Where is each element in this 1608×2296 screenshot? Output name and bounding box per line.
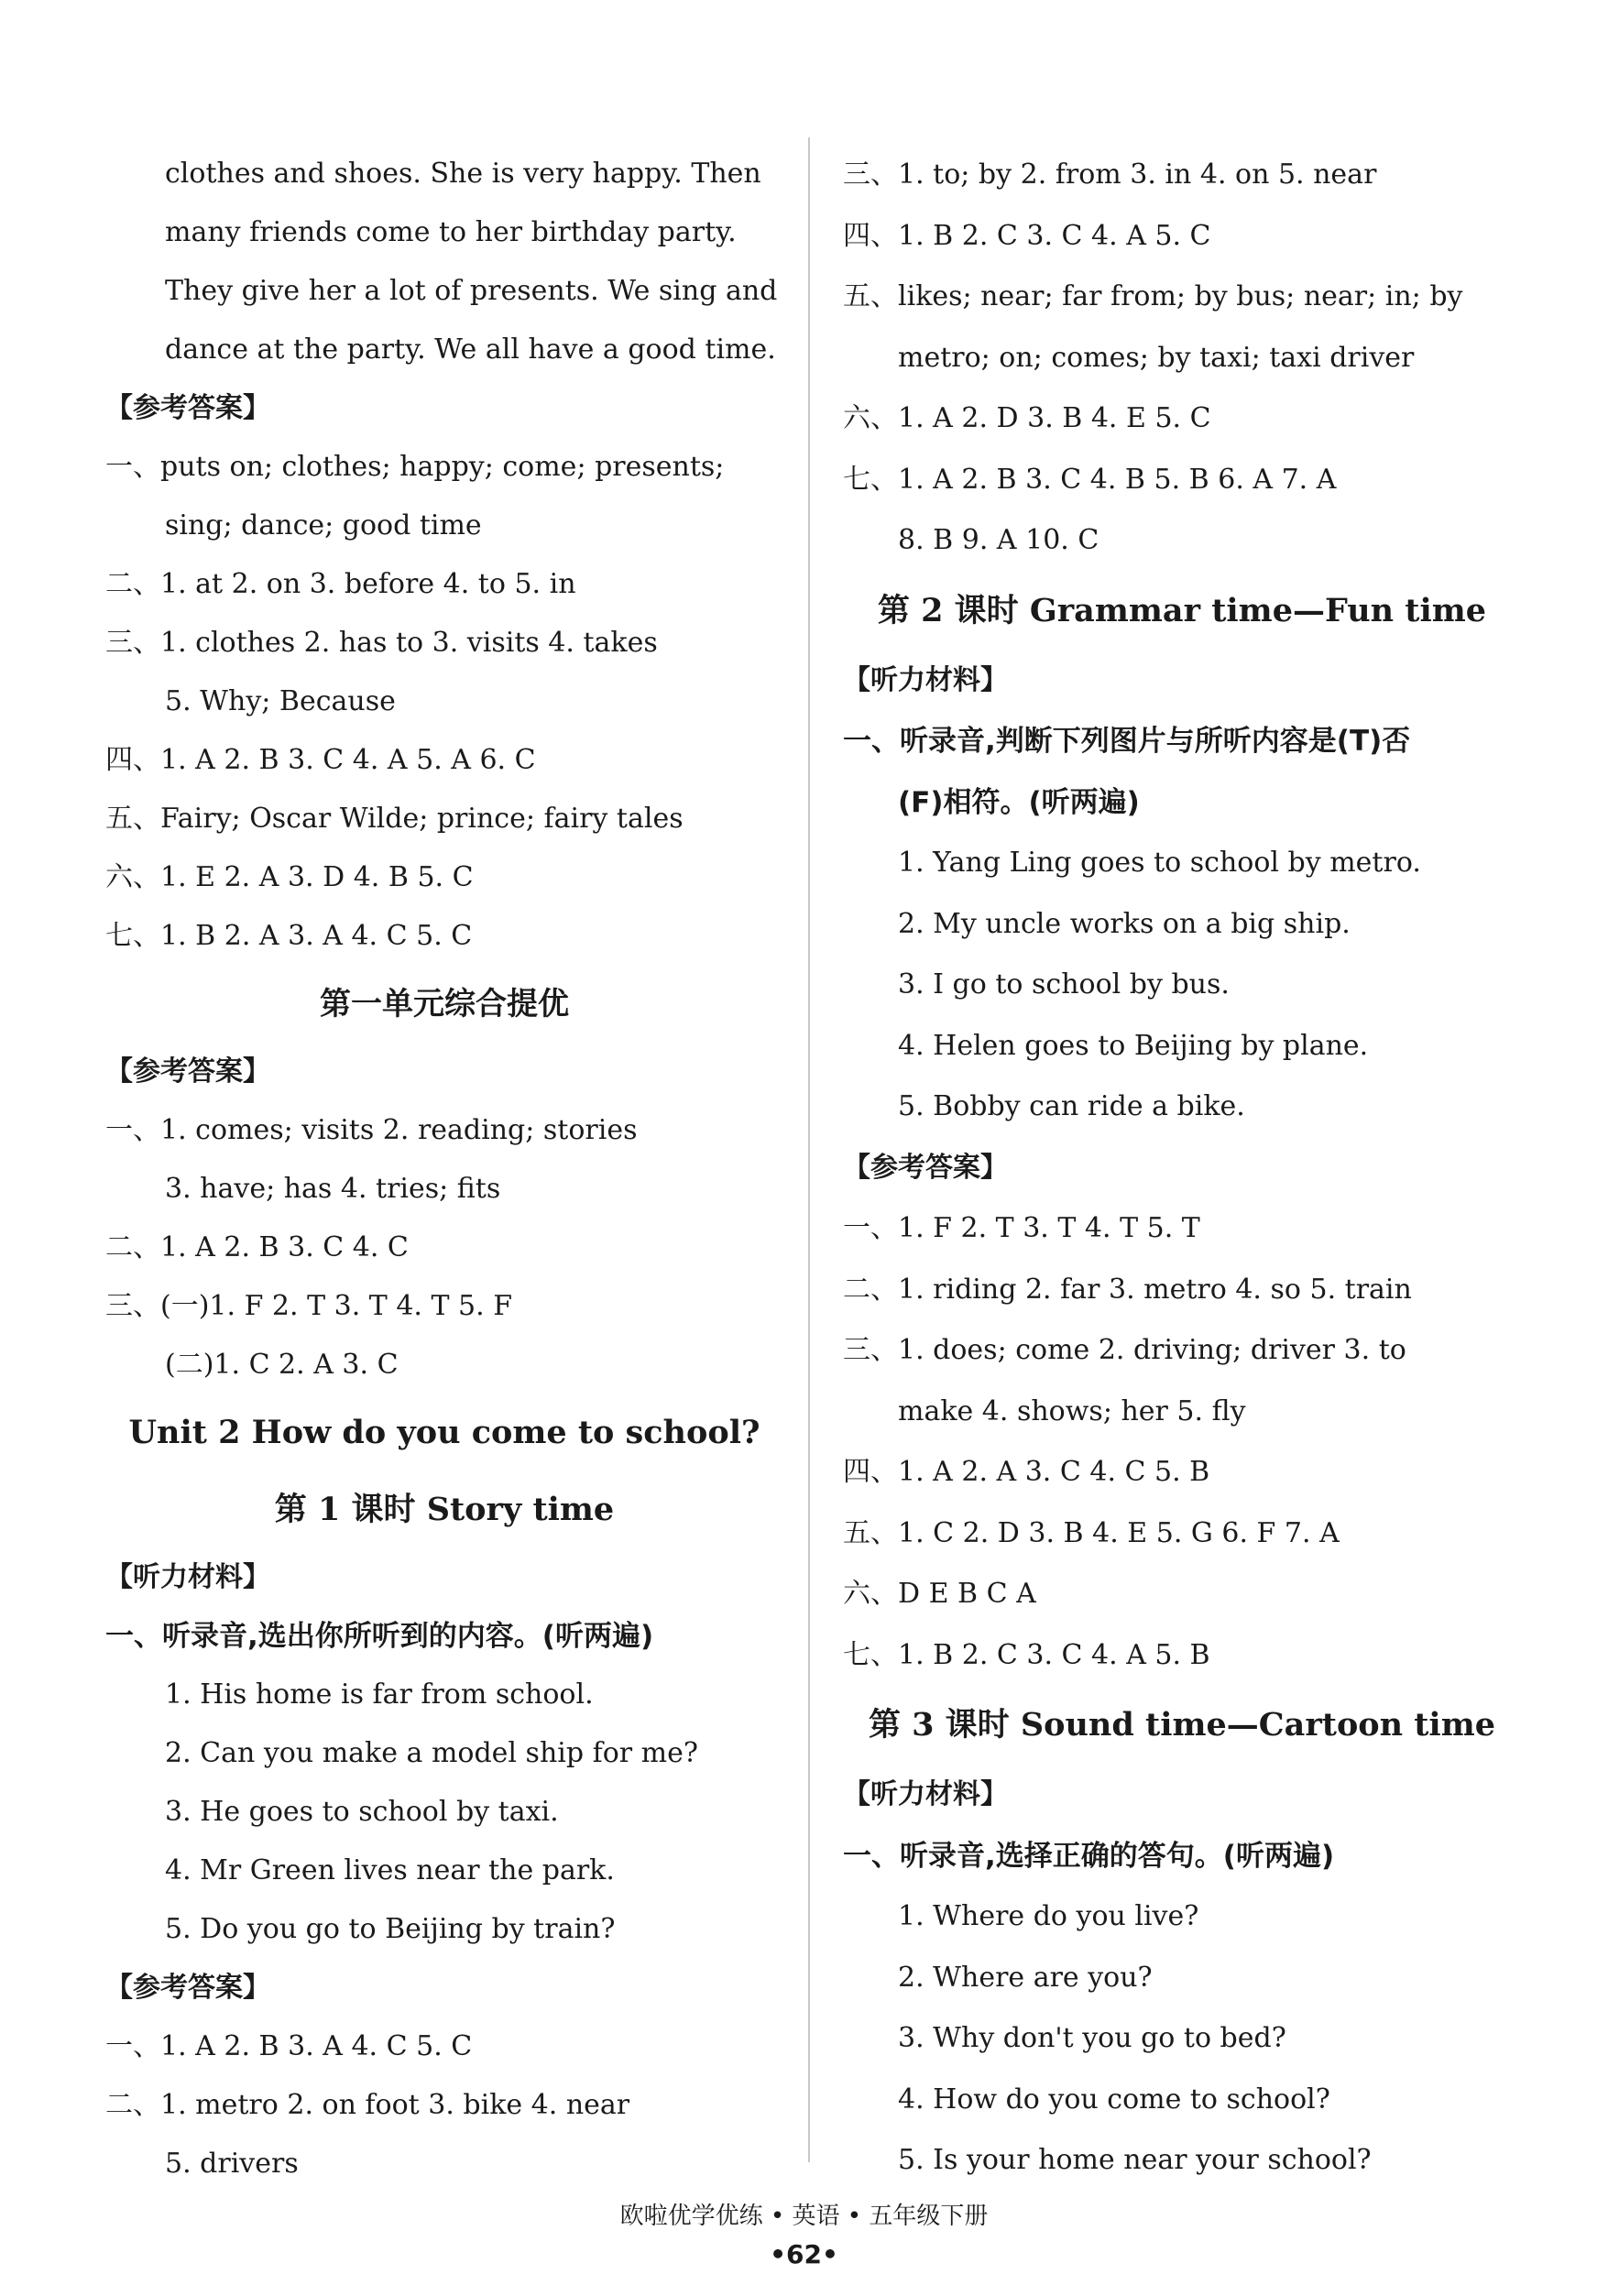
answer-line: 1. Yang Ling goes to school by metro. <box>898 847 1421 879</box>
section-label: 【听力材料】 <box>843 1778 1008 1810</box>
answer-line: 二、1. riding 2. far 3. metro 4. so 5. train <box>843 1273 1412 1306</box>
answer-line: 七、1. B 2. C 3. C 4. A 5. B <box>843 1638 1210 1671</box>
section-heading: Unit 2 How do you come to school? <box>128 1414 760 1451</box>
task-instruction: 一、听录音,判断下列图片与所听内容是(T)否 <box>843 725 1411 758</box>
answer-line: 5. Do you go to Beijing by train? <box>165 1913 616 1945</box>
left-column <box>105 145 783 2193</box>
answer-line: 5. Bobby can ride a bike. <box>898 1090 1245 1122</box>
answer-line: 3. I go to school by bus. <box>898 968 1230 1000</box>
task-instruction: (F)相符。(听两遍) <box>898 785 1140 819</box>
answer-line: 5. Is your home near your school? <box>898 2144 1372 2176</box>
answer-line: 3. He goes to school by taxi. <box>165 1796 559 1828</box>
answer-line: 4. Helen goes to Beijing by plane. <box>898 1029 1369 1062</box>
footer-book-title: 欧啦优学优练 • 英语 • 五年级下册 <box>619 2203 989 2230</box>
section-heading: 第一单元综合提优 <box>320 986 569 1022</box>
answer-line: 七、1. A 2. B 3. C 4. B 5. B 6. A 7. A <box>843 463 1337 496</box>
answer-line: They give her a lot of presents. We sing and <box>165 275 778 307</box>
answer-line: 六、1. E 2. A 3. D 4. B 5. C <box>105 861 474 893</box>
column-divider <box>808 137 810 2162</box>
answer-line: 二、1. metro 2. on foot 3. bike 4. near <box>105 2089 630 2121</box>
answer-line: 六、D E B C A <box>843 1578 1036 1610</box>
answer-line: 三、1. clothes 2. has to 3. visits 4. takes <box>105 627 658 659</box>
answer-line: 七、1. B 2. A 3. A 4. C 5. C <box>105 920 473 952</box>
answer-line: 四、1. A 2. B 3. C 4. A 5. A 6. C <box>105 744 536 776</box>
answer-line: 一、1. F 2. T 3. T 4. T 5. T <box>843 1212 1200 1244</box>
answer-line: 三、1. to; by 2. from 3. in 4. on 5. near <box>843 159 1377 191</box>
answer-line: 4. How do you come to school? <box>898 2083 1330 2116</box>
answer-line: 8. B 9. A 10. C <box>898 524 1099 556</box>
task-instruction: 一、听录音,选出你所听到的内容。(听两遍) <box>105 1620 654 1653</box>
answer-line: metro; on; comes; by taxi; taxi driver <box>898 341 1415 374</box>
answer-line: make 4. shows; her 5. fly <box>898 1394 1246 1427</box>
section-label: 【听力材料】 <box>105 1561 270 1593</box>
section-label: 【参考答案】 <box>105 392 270 424</box>
answer-line: 六、1. A 2. D 3. B 4. E 5. C <box>843 402 1211 434</box>
answer-line: 一、puts on; clothes; happy; come; presents; <box>105 451 725 483</box>
answer-line: 四、1. B 2. C 3. C 4. A 5. C <box>843 219 1211 252</box>
page-number: •62• <box>770 2239 838 2269</box>
section-label: 【参考答案】 <box>843 1151 1008 1184</box>
answer-line: 五、likes; near; far from; by bus; near; in; by <box>843 280 1463 312</box>
answer-line: 3. have; has 4. tries; fits <box>165 1173 501 1205</box>
answer-line: 五、1. C 2. D 3. B 4. E 5. G 6. F 7. A <box>843 1516 1340 1549</box>
answer-line: (二)1. C 2. A 3. C <box>165 1349 399 1381</box>
answer-line: 1. His home is far from school. <box>165 1678 594 1711</box>
answer-line: 四、1. A 2. A 3. C 4. C 5. B <box>843 1456 1210 1488</box>
answer-line: 一、1. A 2. B 3. A 4. C 5. C <box>105 2030 473 2062</box>
task-instruction: 一、听录音,选择正确的答句。(听两遍) <box>843 1839 1335 1873</box>
answer-line: 三、1. does; come 2. driving; driver 3. to <box>843 1334 1406 1366</box>
answer-line: many friends come to her birthday party. <box>165 216 737 248</box>
answer-line: 三、(一)1. F 2. T 3. T 4. T 5. F <box>105 1290 513 1322</box>
section-label: 【听力材料】 <box>843 663 1008 696</box>
answer-line: 2. Where are you? <box>898 1961 1153 1994</box>
answer-line: 4. Mr Green lives near the park. <box>165 1854 615 1886</box>
section-label: 【参考答案】 <box>105 1055 270 1088</box>
answer-line: 2. My uncle works on a big ship. <box>898 907 1351 940</box>
answer-line: sing; dance; good time <box>165 509 482 541</box>
answer-line: 5. Why; Because <box>165 685 396 717</box>
answer-line: dance at the party. We all have a good time. <box>165 333 776 366</box>
answer-line: clothes and shoes. She is very happy. Then <box>165 158 761 190</box>
answer-line: 五、Fairy; Oscar Wilde; prince; fairy tales <box>105 803 684 835</box>
section-heading: 第 1 课时 Story time <box>274 1491 615 1528</box>
answer-line: 二、1. A 2. B 3. C 4. C <box>105 1231 409 1263</box>
answer-line: 1. Where do you live? <box>898 1900 1199 1932</box>
right-column <box>843 145 1521 2192</box>
section-heading: 第 2 课时 Grammar time—Fun time <box>877 591 1487 629</box>
section-heading: 第 3 课时 Sound time—Cartoon time <box>868 1706 1496 1744</box>
answer-line: 一、1. comes; visits 2. reading; stories <box>105 1114 638 1146</box>
answer-line: 二、1. at 2. on 3. before 4. to 5. in <box>105 568 576 600</box>
answer-line: 2. Can you make a model ship for me? <box>165 1737 698 1769</box>
section-label: 【参考答案】 <box>105 1972 270 2004</box>
answer-line: 3. Why don't you go to bed? <box>898 2022 1286 2054</box>
answer-line: 5. drivers <box>165 2148 299 2180</box>
